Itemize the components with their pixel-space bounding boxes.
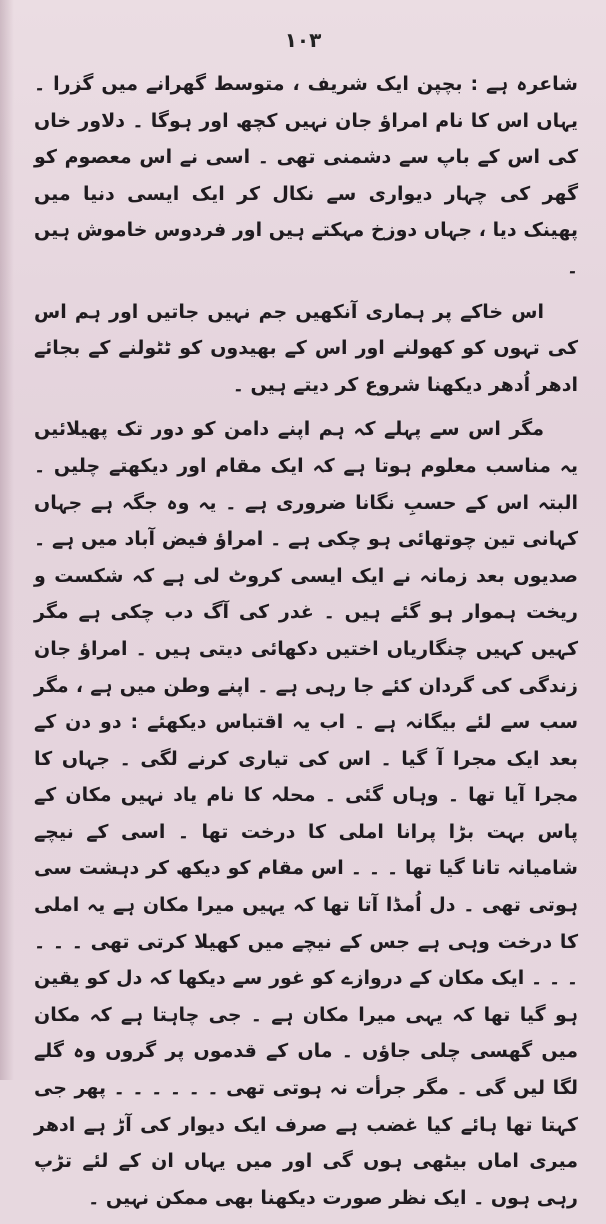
- paragraph-1: شاعرہ ہے : بچپن ایک شریف ، متوسط گھرانے میں گزرا ۔ یہاں اس کا نام امراؤ جان نہیں کچھ اور ہوگا ۔ دلاور خاں کی اس کے باپ سے دشمنی تھی ۔ اسی نے اس معصوم کو گھر کی چہار دیواری سے نکال کر ایک ایسی دنیا میں پھینک دیا ، جہاں دوزخ مہکتے ہیں اور فردوس خاموش ہیں ۔: [34, 73, 578, 278]
- page-number: ۱۰۳: [284, 28, 322, 52]
- binding-shadow: [0, 0, 14, 1080]
- paragraph-3: مگر اس سے پہلے کہ ہم اپنے دامن کو دور تک پھیلائیں یہ مناسب معلوم ہوتا ہے کہ ایک مقام اور دیکھتے چلیں ۔ البتہ اس کے حسبِ نگانا ضروری ہے ۔ یہ وہ جگہ ہے جہاں کہانی تین چوتھائی ہو چکی ہے ۔ امراؤ فیض آباد میں ہے ۔ صدیوں بعد زمانہ نے ایک ایسی کروٹ لی ہے کہ شکست و ریخت ہموار ہو گئے ہیں ۔ غدر کی آگ دب چکی ہے مگر کہیں کہیں چنگاریاں اختیں دکھائی دیتی ہیں ۔ امراؤ جان زندگی کی گردان کئے جا رہی ہے ۔ اپنے وطن میں ہے ، مگر سب سے لئے بیگانہ ہے ۔ اب یہ اقتباس دیکھئے : دو دن کے بعد ایک مجرا آ گیا ۔ اس کی تیاری کرنے لگی ۔ جہاں کا مجرا آیا تھا ۔ وہاں گئی ۔ محلہ کا نام یاد نہیں مکان کے پاس بہت بڑا پرانا املی کا درخت تھا ۔ اسی کے نیچے شامیانہ تانا گیا تھا ۔ ۔ ۔ اس مقام کو دیکھ کر دہشت سی ہوتی تھی ۔ دل اُمڈا آتا تھا کہ یہیں میرا مکان ہے یہ املی کا درخت وہی ہے جس کے نیچے میں کھیلا کرتی تھی ۔ ۔ ۔ ۔ ۔ ۔ ایک مکان کے دروازے کو غور سے دیکھا کہ دل کو یقین ہو گیا تھا کہ یہی میرا مکان ہے ۔ جی چاہتا ہے کہ مکان میں گھسی چلی جاؤں ۔ ماں کے قدموں پر گروں وہ گلے لگا لیں گی ۔ مگر جرأت نہ ہوتی تھی ۔ ۔ ۔ ۔ ۔ ۔ پھر جی کہتا تھا ہائے کیا غضب ہے صرف ایک دیوار کی آڑ ہے ادھر میری اماں بیٹھی ہوں گی اور میں یہاں ان کے لئے تڑپ رہی ہوں ۔ ایک نظر صورت دیکھنا بھی ممکن نہیں ۔: [34, 418, 578, 1209]
- body-text: [34, 66, 578, 1224]
- paragraph-2: اس خاکے پر ہماری آنکھیں جم نہیں جاتیں اور ہم اس کی تہوں کو کھولنے اور اس کے بھیدوں کو ٹٹولنے کے بجائے ادھر اُدھر دیکھنا شروع کر دیتے ہیں ۔: [34, 300, 578, 396]
